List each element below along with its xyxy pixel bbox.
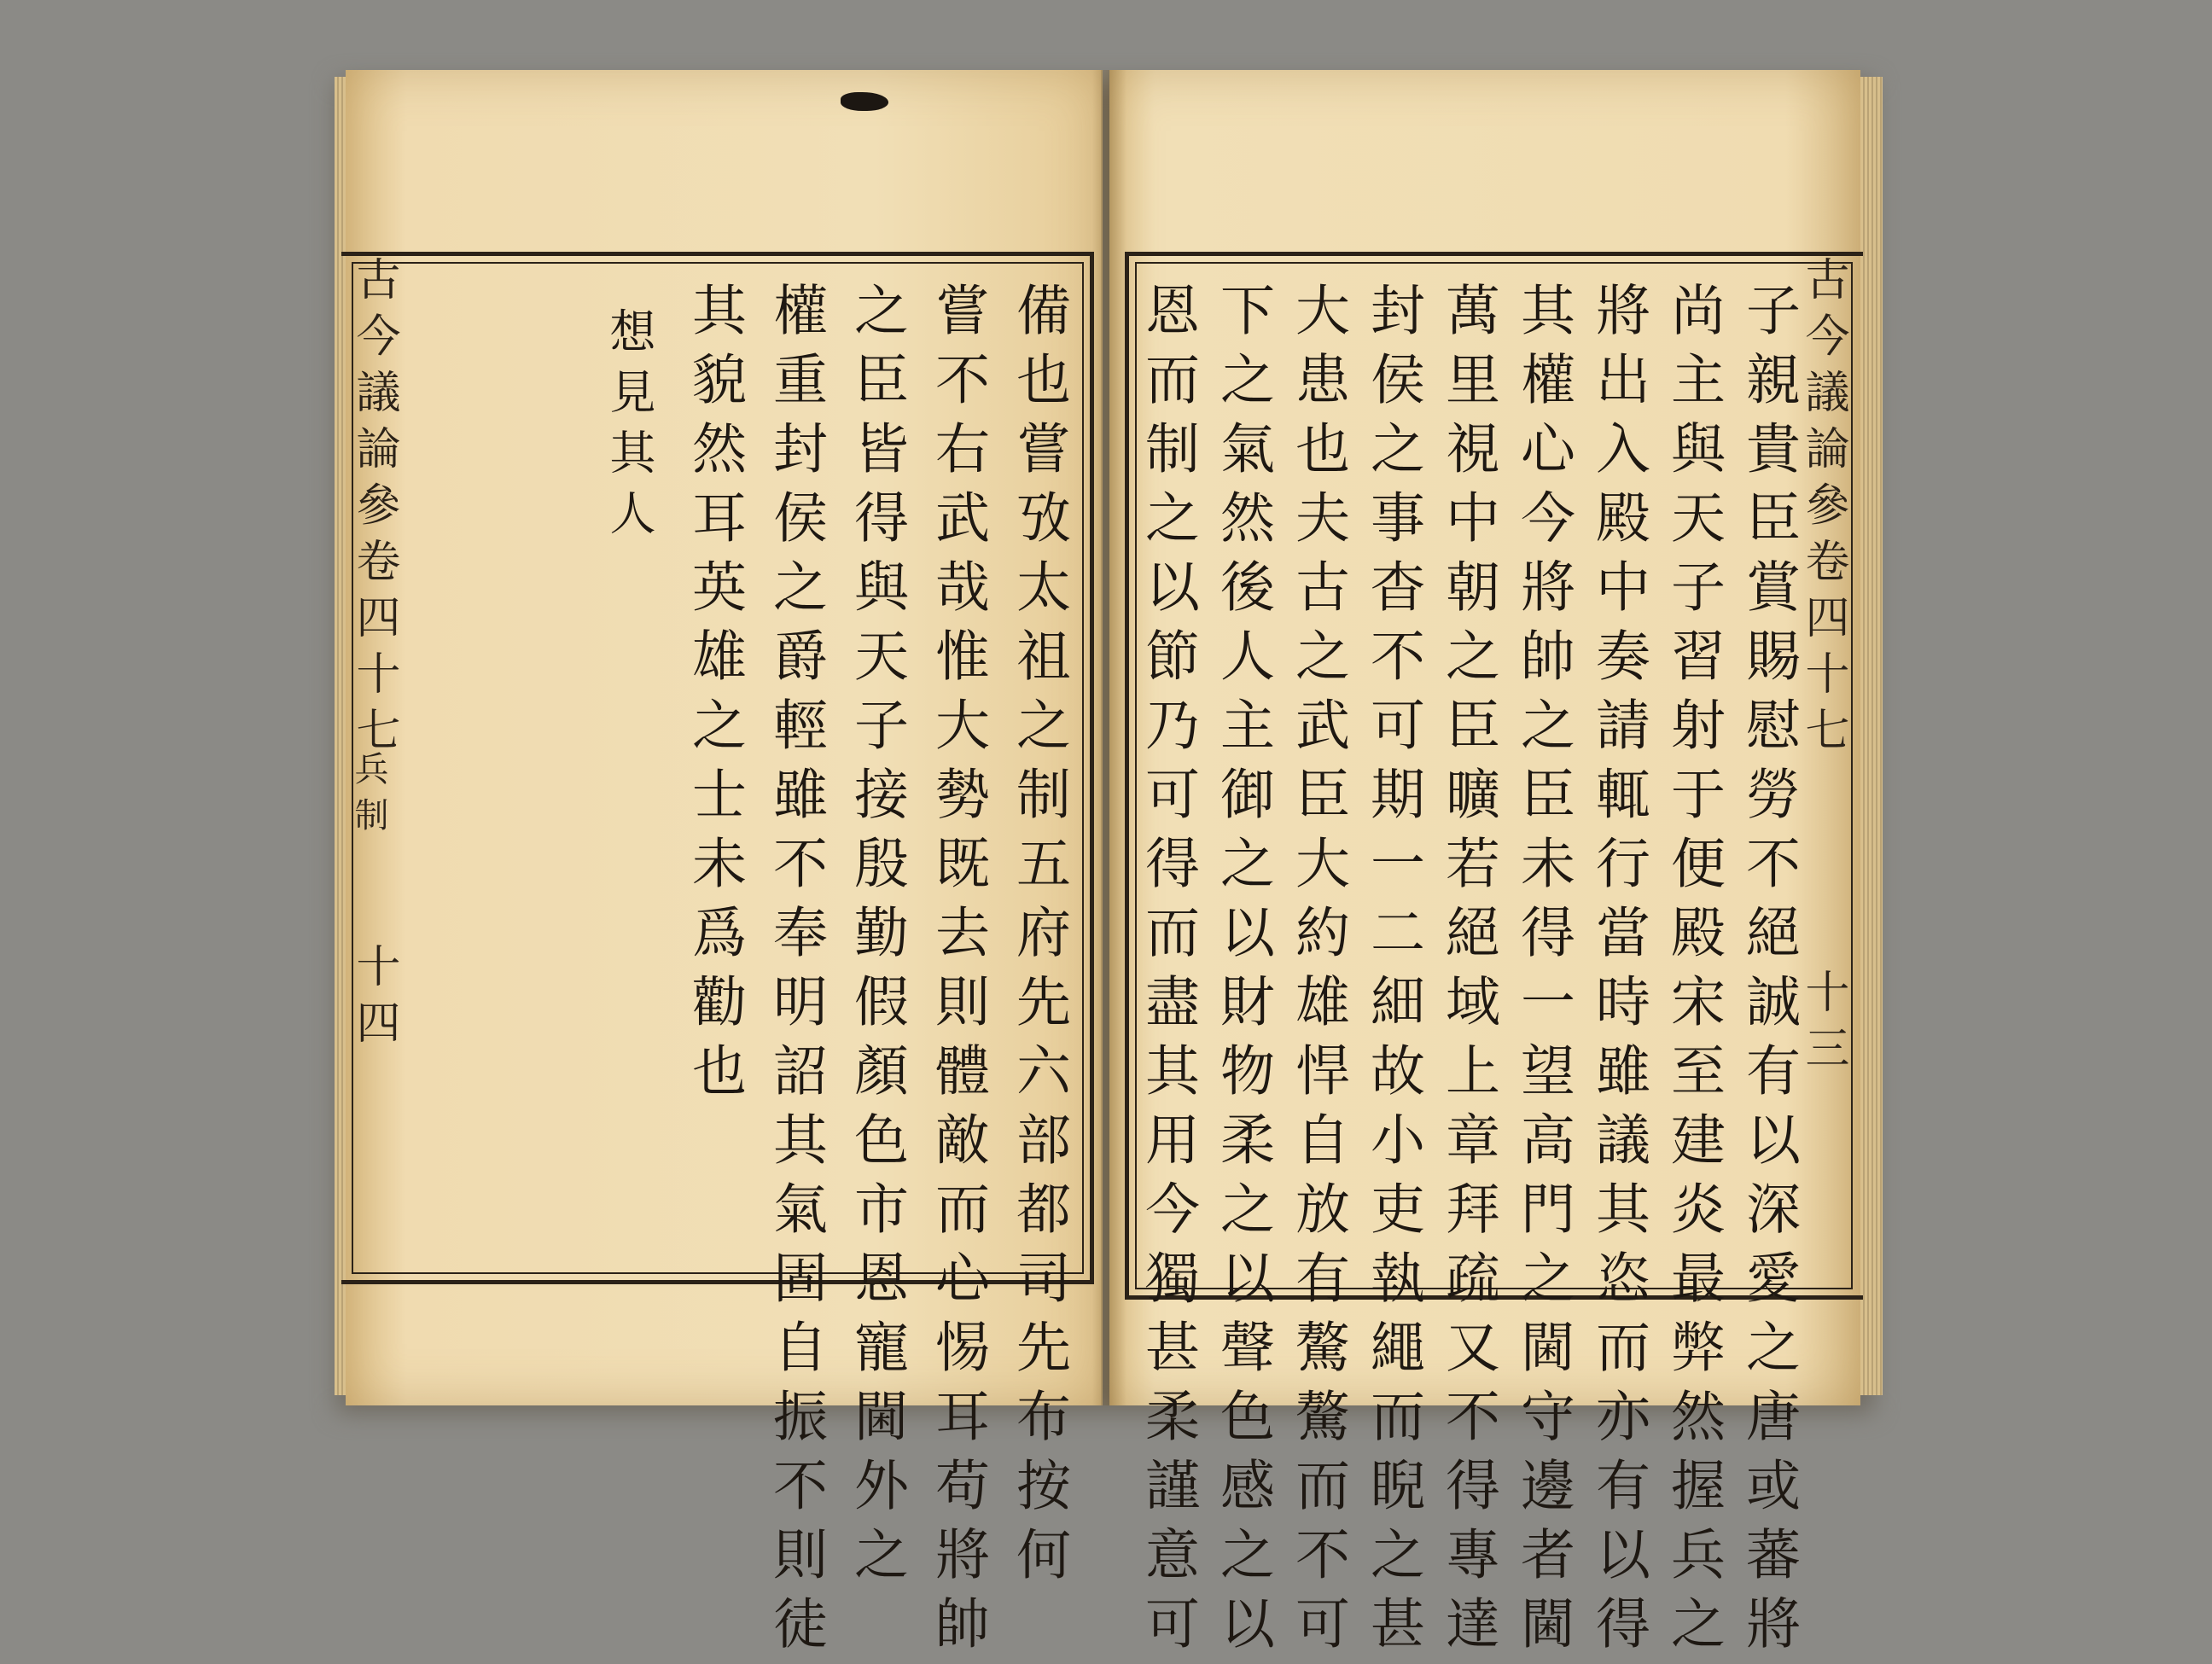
left-col-4: 權重封侯之爵輕雖不奉明詔其氣固自振不則徒 bbox=[764, 282, 827, 1664]
book-gutter bbox=[1092, 70, 1126, 1405]
right-page-edges bbox=[1860, 77, 1883, 1395]
right-margin-page-number: 十三 bbox=[1797, 969, 1848, 1081]
left-col-2: 嘗不右武哉惟大勢既去則體敵而心惕耳苟將帥 bbox=[926, 282, 989, 1664]
left-col-6: 想見其人 bbox=[602, 307, 656, 550]
left-col-3: 之臣皆得與天子接殷勤假顏色市恩寵閫外之 bbox=[845, 282, 908, 1595]
right-col-7: 大患也夫古之武臣大約雄悍自放有驁驁而不可 bbox=[1286, 282, 1349, 1664]
left-margin-page-number: 十四 bbox=[348, 943, 399, 1056]
left-col-1: 備也嘗攷太祖之制五府先六部都司先布按何 bbox=[1007, 282, 1070, 1595]
right-col-5: 萬里視中朝之臣曠若絕域上章拜疏又不得專達 bbox=[1436, 282, 1499, 1664]
right-col-1: 子親貴臣賞賜慰勞不絕誠有以深愛之唐或蕃將 bbox=[1737, 282, 1800, 1664]
ink-blot bbox=[841, 92, 888, 111]
right-col-3: 將出入殿中奏請輒行當時雖議其恣而亦有以得 bbox=[1586, 282, 1650, 1664]
right-col-6: 封侯之事杳不可期一二細故小吏執繩而睨之甚 bbox=[1361, 282, 1424, 1664]
right-margin-heading: 古今議論參卷四十七 bbox=[1797, 256, 1848, 763]
left-margin-heading: 古今議論參卷四十七 bbox=[348, 256, 399, 763]
right-col-9: 恩而制之以節乃可得而盡其用今獨甚柔謹意可 bbox=[1136, 282, 1199, 1664]
right-col-2: 尚主與天子習射于便殿宋至建炎最弊然握兵之 bbox=[1662, 282, 1725, 1664]
left-margin-section: 兵制 bbox=[349, 751, 388, 843]
right-col-4: 其權心今將帥之臣未得一望高門之閫守邊者閫 bbox=[1511, 282, 1575, 1664]
left-col-5: 其貌然耳英雄之士未爲勸也 bbox=[683, 282, 746, 1111]
right-col-8: 下之氣然後人主御之以財物柔之以聲色感之以 bbox=[1211, 282, 1274, 1664]
